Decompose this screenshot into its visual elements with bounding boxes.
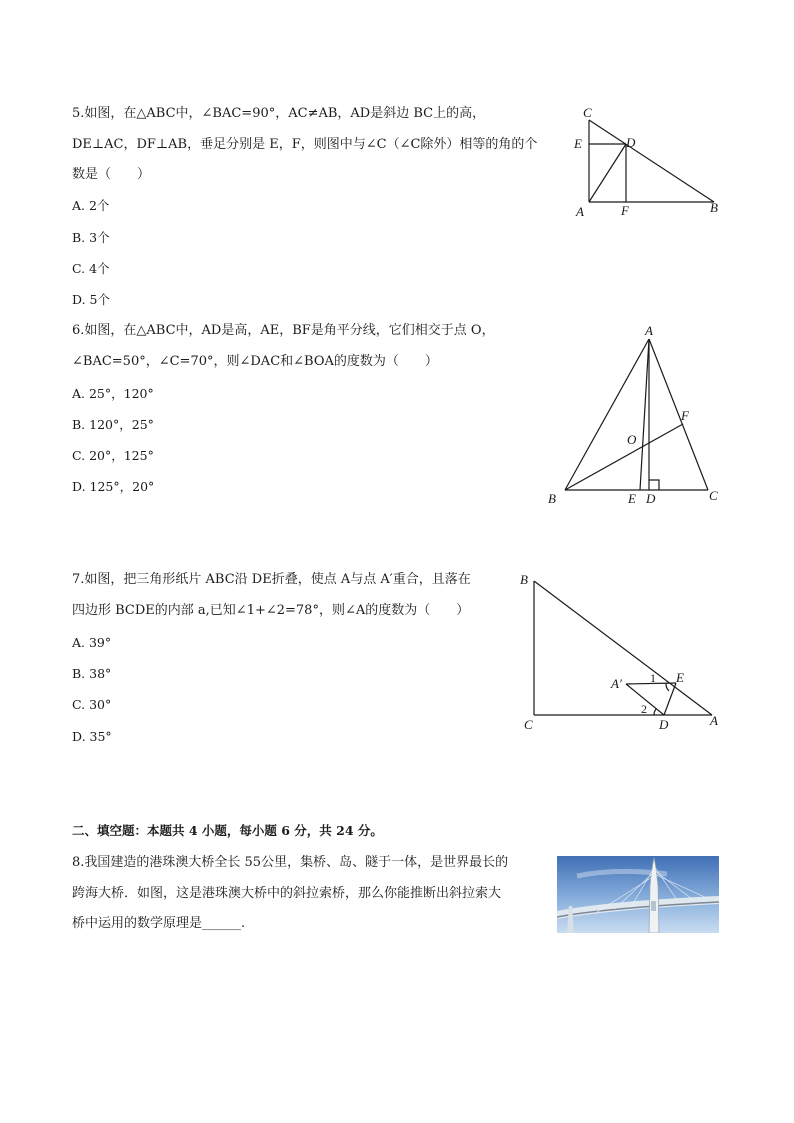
- q8-bridge-photo: [557, 856, 719, 933]
- q7-angle-1-arc: [666, 683, 669, 691]
- q5-label-a: A: [576, 204, 584, 219]
- q6-option-c[interactable]: C. 20°，125°: [72, 448, 154, 463]
- q5-option-a[interactable]: A. 2个: [72, 198, 110, 213]
- q7-label-angle-2: 2: [641, 702, 647, 716]
- q7-label-angle-1: 1: [650, 671, 656, 685]
- q7-line-2: 四边形 BCDE的内部 a,已知∠1+∠2=78°，则∠A的度数为（ ）: [72, 603, 470, 618]
- q5-line-3: 数是（ ）: [72, 167, 151, 182]
- q5-figure: [560, 100, 730, 225]
- q6-bisector-ae: [640, 339, 649, 490]
- q8-line-2: 跨海大桥．如图，这是港珠澳大桥中的斜拉索桥，那么你能推断出斜拉索大: [72, 886, 502, 901]
- q6-label-b: B: [548, 491, 556, 506]
- q5-label-f: F: [621, 203, 629, 218]
- q5-option-c[interactable]: C. 4个: [72, 261, 110, 276]
- q6-option-d[interactable]: D. 125°，20°: [72, 479, 155, 494]
- q5-label-e: E: [574, 136, 582, 151]
- q7-angle-2-arc: [654, 709, 656, 715]
- q6-line-2: ∠BAC=50°，∠C=70°，则∠DAC和∠BOA的度数为（ ）: [72, 354, 438, 369]
- q6-label-e: E: [628, 491, 636, 506]
- q5-option-b[interactable]: B. 3个: [72, 230, 110, 245]
- q5-line-1: 5.如图，在△ABC中，∠BAC=90°，AC≠AB，AD是斜边 BC上的高，: [72, 106, 486, 121]
- q7-label-a-prime: A′: [611, 676, 622, 691]
- q6-option-b[interactable]: B. 120°，25°: [72, 417, 154, 432]
- q6-label-o: O: [627, 432, 637, 447]
- q5-side-bc: [589, 120, 714, 202]
- q6-right-angle-mark: [649, 480, 659, 490]
- q8-line-3: 桥中运用的数学原理是______.: [72, 916, 246, 931]
- q6-option-a[interactable]: A. 25°，120°: [72, 386, 154, 401]
- q7-option-c[interactable]: C. 30°: [72, 697, 112, 712]
- q6-label-d: D: [646, 491, 656, 506]
- q5-label-b: B: [710, 200, 718, 215]
- q6-label-a: A: [645, 323, 653, 338]
- q5-option-d[interactable]: D. 5个: [72, 292, 110, 307]
- q8-line-1: 8.我国建造的港珠澳大桥全长 55公里，集桥、岛、隧于一体，是世界最长的: [72, 855, 509, 870]
- q7-fold-de: [664, 683, 676, 715]
- q7-line-1: 7.如图，把三角形纸片 ABC沿 DE折叠，使点 A与点 A′重合，且落在: [72, 572, 471, 587]
- q5-line-2: DE⊥AC，DF⊥AB，垂足分别是 E，F，则图中与∠C（∠C除外）相等的角的个: [72, 137, 538, 152]
- q6-side-ac: [649, 339, 708, 490]
- q5-label-d: D: [626, 135, 636, 150]
- q6-label-f: F: [681, 408, 689, 423]
- section-2-title: 二、填空题：本题共 4 小题，每小题 6 分，共 24 分。: [72, 823, 383, 838]
- q5-segment-ad: [589, 144, 626, 202]
- q7-label-d: D: [659, 717, 669, 732]
- q6-label-c: C: [709, 488, 718, 503]
- q7-option-a[interactable]: A. 39°: [72, 635, 112, 650]
- q7-label-c: C: [524, 717, 533, 732]
- q7-label-a: A: [710, 713, 718, 728]
- q6-side-ab: [565, 339, 649, 490]
- q7-figure: [515, 570, 730, 735]
- q6-figure: [540, 320, 730, 510]
- q7-label-e: E: [676, 670, 684, 685]
- q7-option-b[interactable]: B. 38°: [72, 666, 112, 681]
- q5-label-c: C: [583, 105, 592, 120]
- q7-side-ba: [534, 581, 712, 715]
- q7-label-b: B: [520, 572, 528, 587]
- q6-line-1: 6.如图，在△ABC中，AD是高，AE，BF是角平分线，它们相交于点 O，: [72, 323, 495, 338]
- q7-option-d[interactable]: D. 35°: [72, 729, 112, 744]
